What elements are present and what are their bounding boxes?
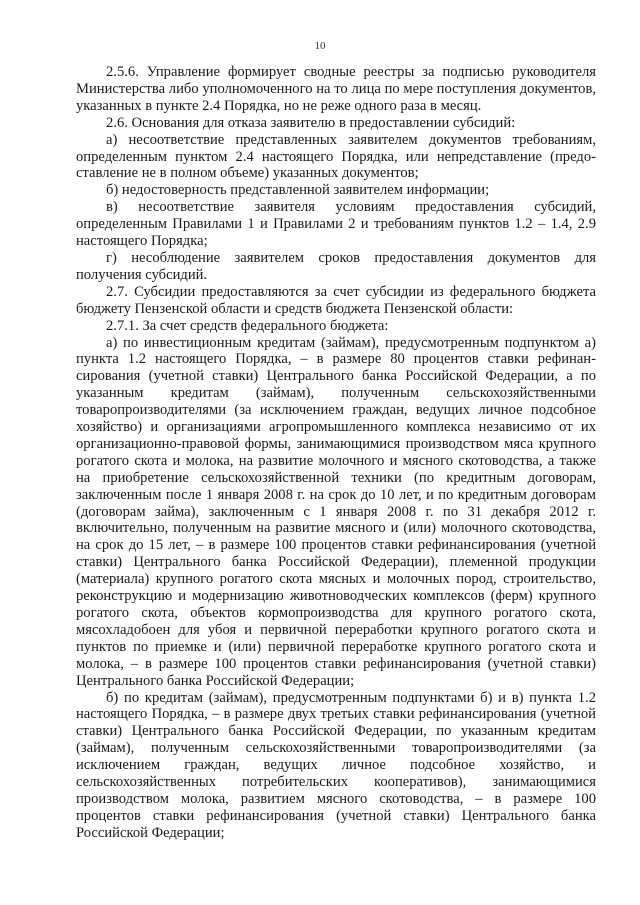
paragraph-2-7-1: 2.7.1. За счет средств федерального бюджета:	[106, 317, 389, 334]
paragraph-2-7: 2.7. Субсидии предоставляются за счет субсидии из федерального бюджета бюджету Пензенской области и средств бюджета Пензенской области:	[76, 283, 596, 317]
paragraph-2-6: 2.6. Основания для отказа заявителю в предоставлении субсидий:	[106, 114, 516, 131]
paragraph-2-6-a: а) несоответствие представленных заявителем документов требованиям, определенным пунктом 2.4 настоящего Порядка, или непредставление (предоставление не в полном объеме) указанных документов;	[76, 131, 596, 182]
document-body	[76, 64, 596, 842]
paragraph-2-6-v: в) несоответствие заявителя условиям предоставления субсидий, определенным Правилами 1 и Правилами 2 и требованиям пунктов 1.2 – 1.4, 2.9 настоящего Порядка;	[76, 199, 596, 250]
paragraph-2-7-1-b: б) по кредитам (займам), предусмотренным подпунктами б) и в) пункта 1.2 настоящего Порядка, – в размере двух третьих ставки рефинансирования (учетной ставки) Центрального банка Российской Федерации, по указанным кредитам (займам), полученным сельскохозяйственными товаропроизводителями (за исключением граждан, ведущих личное подсобное хозяйство, и сельскохозяйственных потребительских кооперативов), занимающимися производством молока, развитием мясного скотоводства, – в размере 100 процентов ставки рефинансирования (учетной ставки) Центрального банка Российской Федерации;	[76, 689, 596, 841]
paragraph-2-5-6: 2.5.6. Управление формирует сводные реестры за подписью руководителя Министерства либо уполномоченного на то лица по мере поступления документов, указанных в пункте 2.4 Порядка, но не реже одного раза в месяц.	[76, 64, 596, 114]
paragraph-2-6-g: г) несоблюдение заявителем сроков предоставления документов для получения субсидий.	[76, 249, 596, 283]
paragraph-2-7-1-a: а) по инвестиционным кредитам (займам), предусмотренным подпунктом а) пункта 1.2 настоящего Порядка, – в размере 80 процентов ставки рефинансирования (учетной ставки) Центрального банка Российской Федерации, а по указанным кредитам (займам), полученным сельскохозяйственными товаропроизводителями (за исключением граждан, ведущих личное подсобное хозяйство) и организациями агропромышленного комплекса независимо от их организационно-правовой формы, занимающимися производством мяса крупного рогатого скота и молока, на развитие молочного и мясного скотоводства, а также на приобретение сельскохозяйственной техники (по кредитным договорам, заключенным после 1 января 2008 г. на срок до 10 лет, и по кредитным договорам (договорам займа), заключенным с 1 января 2008 г. по 31 декабря 2012 г. включительно, полученным на развитие мясного и (или) молочного скотоводства, на срок до 15 лет, – в размере 100 процентов ставки рефинансирования (учетной ставки) Центрального банка Российской Федерации), племенной продукции (материала) крупного рогатого скота мясных и молочных пород, строительство, реконструкцию и модернизацию животноводческих комплексов (ферм) крупного рогатого скота, объектов кормопроизводства для крупного рогатого скота, мясохладобоен для убоя и первичной переработки крупного рогатого скота и пунктов по приемке и (или) первичной переработке крупного рогатого скота и молока, – в размере 100 процентов ставки рефинансирования (учетной ставки) Центрального банка Российской Федерации;	[76, 334, 596, 689]
paragraph-2-6-b: б) недостоверность представленной заявителем информации;	[106, 182, 490, 199]
page-number: 10	[314, 40, 326, 52]
